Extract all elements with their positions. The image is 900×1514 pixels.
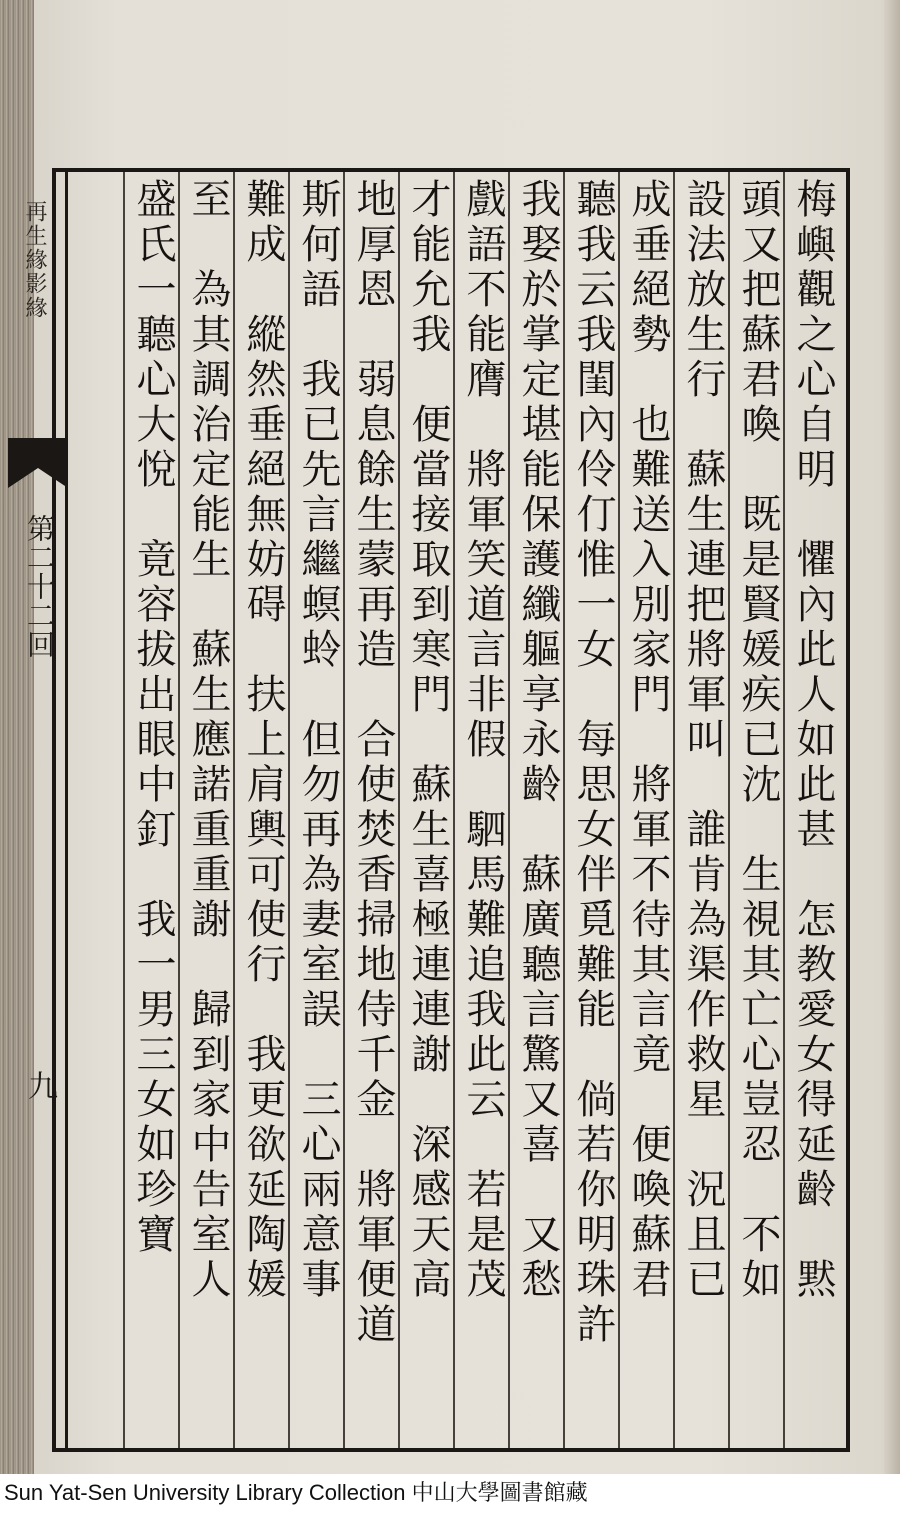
banxin-subtitle: 影緣 [22, 272, 47, 320]
text-column: 頭又把蘇君喚 既是賢媛疾已沈 生視其亡心豈忍 不如 [735, 178, 781, 1303]
column-rule [343, 172, 345, 1448]
column-rule [178, 172, 180, 1448]
text-column: 戲語不能膺 將軍笑道言非假 駟馬難追我此云 若是茂 [460, 178, 506, 1303]
column-rule [453, 172, 455, 1448]
library-caption: Sun Yat-Sen University Library Collection 中山大學圖書館藏 [4, 1480, 588, 1505]
column-rule [673, 172, 675, 1448]
column-rule [783, 172, 785, 1448]
text-column: 斯何語 我已先言繼螟蛉 但勿再為妻室誤 三心兩意事 [295, 178, 341, 1303]
column-rule [233, 172, 235, 1448]
text-column: 成垂絕勢 也難送入別家門 將軍不待其言竟 便喚蘇君 [625, 178, 671, 1303]
column-rule [288, 172, 290, 1448]
column-rule [398, 172, 400, 1448]
right-page-edge [884, 0, 900, 1474]
text-column: 聽我云我閨內伶仃惟一女 每思女伴覓難能 倘若你明珠許 [570, 178, 616, 1348]
text-column: 難成 縱然垂絕無妨碍 扶上肩輿可使行 我更欲延陶媛 [240, 178, 286, 1303]
text-column: 我娶於掌定堪能保護纖軀享永齡 蘇廣聽言驚又喜 又愁 [515, 178, 561, 1303]
folio-number: 九 [22, 1070, 57, 1100]
column-rule [618, 172, 620, 1448]
text-column: 至 為其調治定能生 蘇生應諾重重謝 歸到家中告室人 [185, 178, 231, 1303]
banxin-title: 再生緣 [22, 200, 47, 272]
book-title [20, 200, 48, 320]
text-column: 才能允我 便當接取到寒門 蘇生喜極連連謝 深感天高 [405, 178, 451, 1303]
column-rule [563, 172, 565, 1448]
text-column: 梅嶼觀之心自明 懼內此人如此甚 怎教愛女得延齡 黙 [790, 178, 836, 1303]
text-column: 地厚恩 弱息餘生蒙再造 合使焚香掃地侍千金 將軍便道 [350, 178, 396, 1348]
column-rule [728, 172, 730, 1448]
chapter-label: 第二十二回 [23, 514, 56, 659]
text-column: 設法放生行 蘇生連把將軍叫 誰肯為渠作救星 況且已 [680, 178, 726, 1303]
column-rule [123, 172, 125, 1448]
column-rule [508, 172, 510, 1448]
text-column: 盛氏一聽心大悅 竟容拔出眼中釘 我一男三女如珍寶 [130, 178, 176, 1258]
